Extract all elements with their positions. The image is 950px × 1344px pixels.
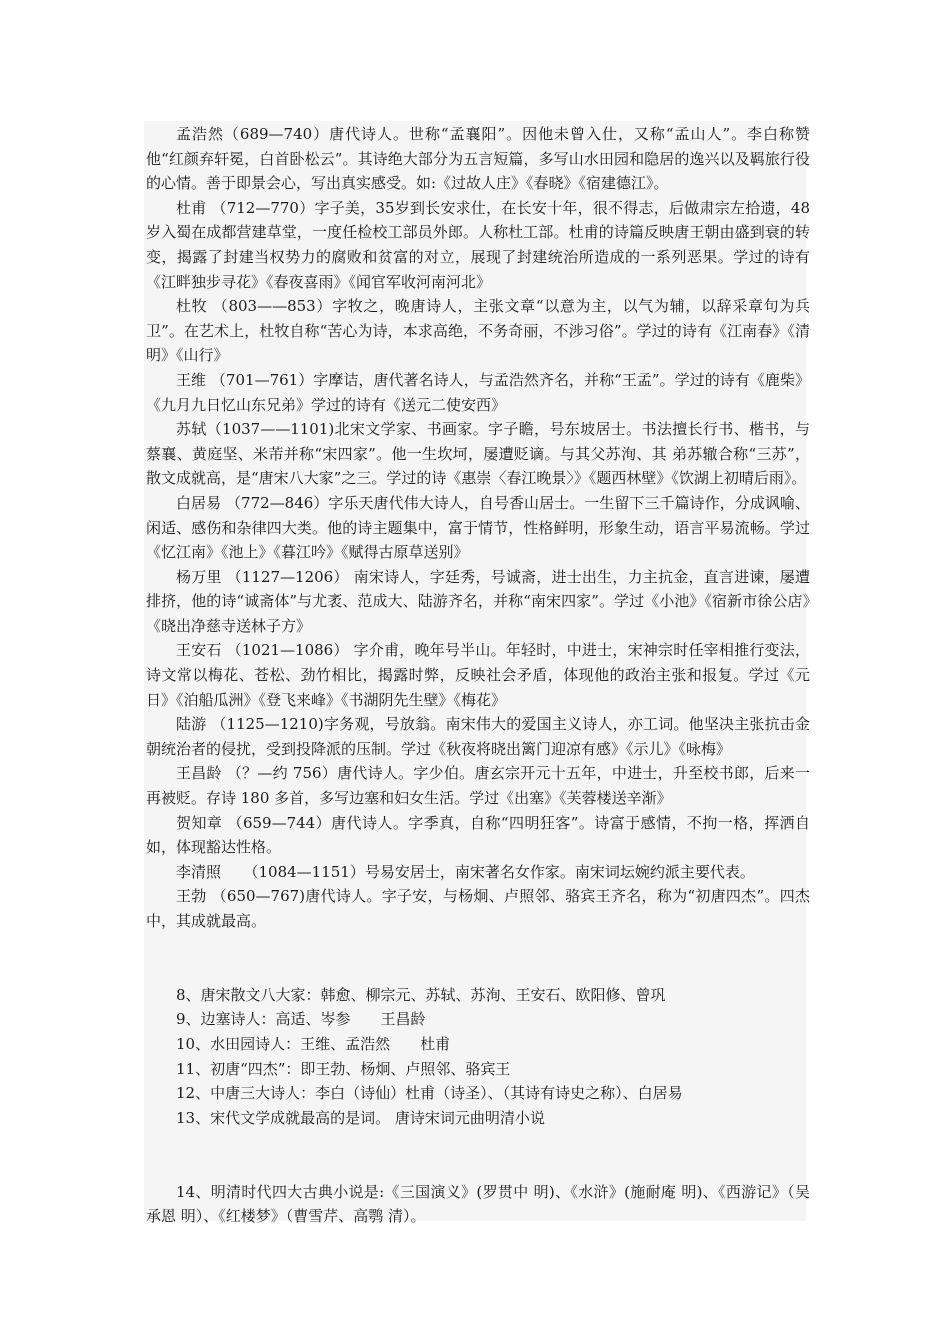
poet-paragraph-yang-wanli: 杨万里 （1127—1206） 南宋诗人，字廷秀，号诚斋，进士出生，力主抗金，直言进谏，屡遭排挤，他的诗“诚斋体”与尤袤、范成大、陆游齐名，并称“南宋四家”。学过《小池》《宿新市徐公店》《晓出净慈寺送林子方》 <box>146 567 810 635</box>
document-body <box>146 122 810 1229</box>
fact-item-8: 8、唐宋散文八大家：韩愈、柳宗元、苏轼、苏洵、王安石、欧阳修、曾巩 <box>176 985 666 1004</box>
poet-paragraph-du-mu: 杜牧 （803——853）字牧之，晚唐诗人，主张文章“以意为主，以气为辅，以辞采章句为兵卫”。在艺术上，杜牧自称“苦心为诗，本求高绝，不务奇丽，不涉习俗”。学过的诗有《江南春》《清明》《山行》 <box>146 297 810 365</box>
blank-line <box>146 1130 810 1155</box>
poet-paragraph-meng-haoran: 孟浩然（689—740）唐代诗人。世称“孟襄阳”。因他未曾入仕，又称“孟山人”。李白称赞他“红颜弃轩冕，白首卧松云”。其诗绝大部分为五言短篇，多写山水田园和隐居的逸兴以及羁旅行役的心情。善于即景会心，写出真实感受。如:《过故人庄》《春晓》《宿建德江》。 <box>146 125 810 193</box>
poet-paragraph-su-shi: 苏轼（1037——1101)北宋文学家、书画家。字子瞻，号东坡居士。书法擅长行书、楷书，与蔡襄、黄庭坚、米芾并称“宋四家”。他一生坎坷，屡遭贬谪。与其父苏洵、其 弟苏辙合称“三苏”，散文成就高，是“唐宋八大家”之三。学过的诗《惠崇〈春江晚景〉》《题西林壁》《饮湖上初晴后雨》。 <box>146 420 810 488</box>
fact-item-12: 12、中唐三大诗人：李白（诗仙）杜甫（诗圣）、（其诗有诗史之称）、白居易 <box>176 1084 683 1103</box>
fact-item-10: 10、水田园诗人：王维、孟浩然 杜甫 <box>176 1034 451 1053</box>
poet-paragraph-du-fu: 杜甫 （712—770）字子美，35岁到长安求仕，在长安十年，很不得志，后做肃宗左拾遗，48岁入蜀在成都营建草堂，一度任检校工部员外郎。人称杜工部。杜甫的诗篇反映唐王朝由盛到衰的转变，揭露了封建当权势力的腐败和贫富的对立，展现了封建统治所造成的一系列恶果。学过的诗有《江畔独步寻花》《春夜喜雨》《闻官军收河南河北》 <box>146 198 810 291</box>
fact-item-14-novels: 14、明清时代四大古典小说是:《三国演义》(罗贯中 明)、《水浒》(施耐庵 明)、《西游记》（吴承恩 明）、《红楼梦》（曹雪芹、高鹗 清）。 <box>146 1182 810 1226</box>
blank-line <box>146 958 810 983</box>
blank-line <box>146 1155 810 1180</box>
fact-item-9: 9、边塞诗人：高适、岑参 王昌龄 <box>176 1010 426 1029</box>
poet-paragraph-wang-wei: 王维 （701—761）字摩诘，唐代著名诗人，与孟浩然齐名，并称“王孟”。学过的诗有《鹿柴》《九月九日忆山东兄弟》学过的诗有《送元二使安西》 <box>146 370 810 414</box>
poet-paragraph-he-zhizhang: 贺知章 （659—744）唐代诗人。字季真，自称“四明狂客”。诗富于感情，不拘一格，挥洒自如，体现豁达性格。 <box>146 813 810 857</box>
poet-paragraph-wang-bo: 王勃 （650—767)唐代诗人。字子安，与杨炯、卢照邻、骆宾王齐名，称为“初唐四杰”。四杰中，其成就最高。 <box>146 887 810 930</box>
fact-item-11: 11、初唐“四杰”：即王勃、杨炯、卢照邻、骆宾王 <box>176 1059 511 1078</box>
poet-paragraph-li-qingzhao: 李清照 （1084—1151）号易安居士，南宋著名女作家。南宋词坛婉约派主要代表。 <box>176 862 755 881</box>
poet-paragraph-wang-changling: 王昌龄 （？—约 756）唐代诗人。字少伯。唐玄宗开元十五年，中进士，升至校书郎，后来一再被贬。存诗 180 多首，多写边塞和妇女生活。学过《出塞》《芙蓉楼送辛渐》 <box>146 764 810 808</box>
fact-item-13: 13、宋代文学成就最高的是词。 唐诗宋词元曲明清小说 <box>176 1108 545 1127</box>
poet-paragraph-lu-you: 陆游 （1125—1210)字务观，号放翁。南宋伟大的爱国主义诗人，亦工词。他坚决主张抗击金朝统治者的侵扰，受到投降派的压制。学过《秋夜将晓出篱门迎凉有感》《示儿》《咏梅》 <box>146 715 810 758</box>
poet-paragraph-wang-anshi: 王安石 （1021—1086） 字介甫，晚年号半山。年轻时，中进士，宋神宗时任宰相推行变法，诗文常以梅花、苍松、劲竹相比，揭露时弊，反映社会矛盾，体现他的政治主张和报复。学过《元日》《泊船瓜洲》《登飞来峰》《书湖阴先生壁》《梅花》 <box>146 641 810 709</box>
poet-paragraph-bai-juyi: 白居易 （772—846）字乐天唐代伟大诗人，自号香山居士。一生留下三千篇诗作，分成讽喻、闲适、感伤和杂律四大类。他的诗主题集中，富于情节，性格鲜明，形象生动，语言平易流畅。学过《忆江南》《池上》《暮江吟》《赋得古原草送别》 <box>146 493 810 562</box>
blank-line <box>146 934 810 959</box>
